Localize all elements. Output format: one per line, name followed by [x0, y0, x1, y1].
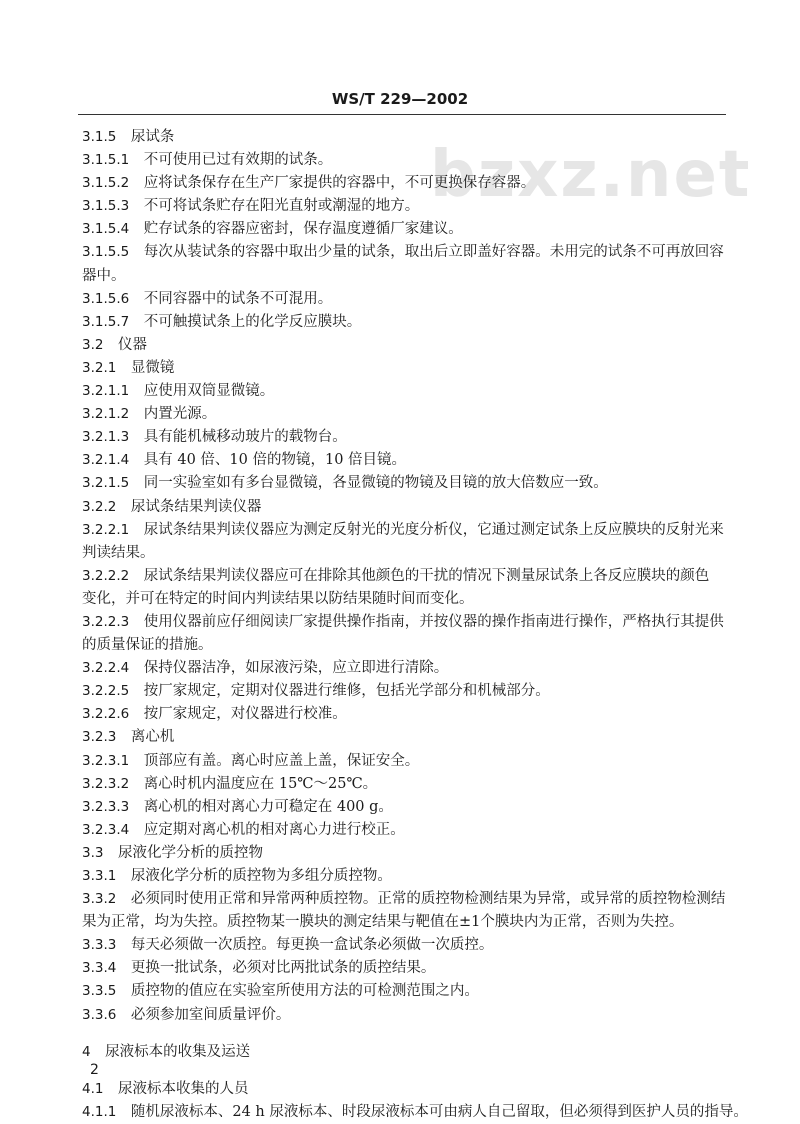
clause-text: 每天必须做一次质控。每更换一盒试条必须做一次质控。 [130, 937, 494, 954]
clause-line [82, 195, 722, 218]
clause-text: 更换一批试条，必须对比两批试条的质控结果。 [130, 960, 436, 977]
clause-number: 3.1.5.4 [82, 221, 130, 238]
clause-line [82, 703, 722, 726]
clause-text: 判读结果。 [82, 544, 155, 561]
clause-line [82, 865, 722, 888]
clause-number: 3.2.1 [82, 359, 117, 376]
clause-text: 器中。 [82, 267, 126, 284]
clause-line [82, 1041, 722, 1064]
clause-line [82, 334, 722, 357]
clause-number: 3.1.5.5 [82, 244, 130, 261]
header-divider [78, 114, 726, 115]
clause-text: 的质量保证的措施。 [82, 637, 213, 654]
clause-line [82, 449, 722, 472]
clause-line [82, 957, 722, 980]
clause-number: 3.2.1.3 [82, 429, 130, 446]
clause-text: 尿试条结果判读仪器应为测定反射光的光度分析仪，它通过测定试条上反应膜块的反射光来 [143, 521, 724, 538]
clause-text: 尿液标本的收集及运送 [105, 1043, 251, 1060]
clause-text: 显微镜 [130, 359, 175, 376]
clause-line [82, 980, 722, 1003]
clause-number: 3.1.5.7 [82, 313, 130, 330]
clause-number: 3.1.5.3 [82, 198, 130, 215]
clause-text: 保持仪器洁净，如尿液污染，应立即进行清除。 [143, 660, 449, 677]
clause-text: 应将试条保存在生产厂家提供的容器中，不可更换保存容器。 [143, 175, 536, 192]
clause-line [82, 519, 722, 542]
clause-text: 贮存试条的容器应密封，保存温度遵循厂家建议。 [143, 221, 463, 238]
clause-text: 不同容器中的试条不可混用。 [143, 290, 333, 307]
clause-number: 3.2.2.1 [82, 521, 130, 538]
clause-text: 每次从装试条的容器中取出少量的试条，取出后立即盖好容器。未用完的试条不可再放回容 [143, 244, 724, 261]
clause-number: 3.3.3 [82, 937, 117, 954]
clause-line [82, 611, 722, 634]
clause-number: 3.1.5 [82, 129, 117, 145]
clause-number: 4.1.1 [82, 1103, 117, 1120]
clause-number: 3.3.6 [82, 1006, 117, 1023]
clause-text: 顶部应有盖。离心时应盖上盖，保证安全。 [143, 752, 420, 769]
page-header-standard-number: WS/T 229—2002 [331, 90, 469, 108]
document-body [82, 126, 748, 1124]
clause-number: 3.2.2.3 [82, 613, 130, 630]
clause-text: 离心机的相对离心力可稳定在 400 g。 [143, 798, 393, 815]
clause-number: 3.2.2.5 [82, 683, 130, 700]
clause-number: 3.1.5.1 [82, 152, 130, 169]
clause-number: 3.3.1 [82, 868, 117, 884]
clause-text: 离心时机内温度应在 15℃～25℃。 [143, 775, 378, 792]
clause-text: 不可将试条贮存在阳光直射或潮湿的地方。 [143, 198, 420, 215]
clause-line [82, 311, 722, 334]
clause-text: 具有能机械移动玻片的载物台。 [143, 429, 347, 446]
clause-line [82, 265, 722, 288]
clause-number: 3.2.1.2 [82, 406, 130, 423]
clause-number: 3.2.3.3 [82, 798, 130, 815]
clause-line [82, 588, 722, 611]
clause-line [82, 218, 722, 241]
clause-number: 4 [82, 1043, 91, 1060]
clause-text: 不可触摸试条上的化学反应膜块。 [143, 313, 362, 330]
clause-line [82, 842, 722, 865]
clause-number: 3.1.5.6 [82, 290, 130, 307]
clause-line [82, 288, 722, 311]
clause-text: 质控物的值应在实验室所使用方法的可检测范围之内。 [130, 983, 479, 1000]
clause-text: 尿液化学分析的质控物为多组分质控物。 [130, 868, 392, 884]
clause-number: 3.2.3.1 [82, 752, 130, 769]
clause-line [82, 888, 726, 911]
clause-text: 仪器 [117, 336, 147, 353]
clause-number: 3.2.3 [82, 729, 117, 746]
clause-text: 不可使用已过有效期的试条。 [143, 152, 333, 169]
clause-text: 随机尿液标本、24 h 尿液标本、时段尿液标本可由病人自己留取，但必须得到医护人员的指导。 [130, 1103, 748, 1120]
clause-text: 应定期对离心机的相对离心力进行校正。 [143, 821, 405, 838]
clause-number: 4.1 [82, 1080, 104, 1097]
clause-text: 尿试条结果判读仪器 [130, 498, 262, 515]
clause-text: 应使用双筒显微镜。 [143, 383, 275, 400]
clause-line [82, 726, 722, 749]
clause-line [82, 149, 722, 172]
clause-text: 尿试条 [130, 129, 175, 145]
page-number: 2 [90, 1062, 99, 1078]
clause-number: 3.3.5 [82, 983, 117, 1000]
clause-line [82, 819, 722, 842]
clause-line [82, 426, 722, 449]
clause-line [82, 750, 722, 773]
clause-number: 3.2.2 [82, 498, 117, 515]
watermark-text: bzxz.net [430, 138, 752, 212]
clause-text: 必须参加室间质量评价。 [130, 1006, 291, 1023]
clause-number: 3.1.5.2 [82, 175, 130, 192]
clause-number: 3.2.1.1 [82, 383, 130, 400]
clause-text: 尿液化学分析的质控物 [117, 844, 263, 861]
clause-line [82, 634, 722, 657]
clause-line [82, 172, 722, 195]
clause-line [82, 657, 722, 680]
section-gap [82, 1027, 722, 1041]
clause-line [82, 241, 722, 264]
clause-text: 尿液标本收集的人员 [117, 1080, 249, 1097]
clause-text: 按厂家规定，定期对仪器进行维修，包括光学部分和机械部分。 [143, 683, 550, 700]
clause-line [82, 1078, 722, 1101]
clause-number: 3.2.2.4 [82, 660, 130, 677]
clause-line [82, 565, 722, 588]
clause-text: 必须同时使用正常和异常两种质控物。正常的质控物检测结果为异常，或异常的质控物检测结 [130, 891, 726, 908]
clause-number: 3.2.1.5 [82, 475, 130, 492]
clause-line [82, 934, 722, 957]
clause-text: 离心机 [130, 729, 175, 746]
clause-line [82, 1004, 722, 1027]
clause-line [82, 380, 722, 403]
clause-line [82, 472, 722, 495]
clause-line [82, 796, 722, 819]
clause-number: 3.3.4 [82, 960, 117, 977]
clause-text: 内置光源。 [143, 406, 217, 423]
clause-line [82, 773, 722, 796]
clause-line [82, 911, 722, 934]
clause-line [82, 496, 722, 519]
clause-line [82, 357, 722, 380]
clause-text: 果为正常，均为失控。质控物某一膜块的测定结果与靶值在±1个膜块内为正常，否则为失控。 [82, 914, 684, 931]
clause-text: 尿试条结果判读仪器应可在排除其他颜色的干扰的情况下测量尿试条上各反应膜块的颜色 [143, 567, 710, 584]
clause-number: 3.2 [82, 336, 104, 353]
clause-text: 具有 40 倍、10 倍的物镜，10 倍目镜。 [143, 452, 407, 469]
clause-number: 3.3.2 [82, 891, 117, 908]
clause-number: 3.2.1.4 [82, 452, 130, 469]
clause-line [82, 542, 722, 565]
clause-number: 3.2.2.2 [82, 567, 130, 584]
clause-line [82, 1101, 748, 1124]
clause-number: 3.3 [82, 844, 104, 861]
clause-line [82, 126, 722, 149]
clause-text: 使用仪器前应仔细阅读厂家提供操作指南，并按仪器的操作指南进行操作，严格执行其提供 [143, 613, 724, 630]
section-gap [82, 1064, 722, 1078]
clause-text: 按厂家规定，对仪器进行校准。 [143, 706, 347, 723]
clause-number: 3.2.3.4 [82, 821, 130, 838]
clause-number: 3.2.3.2 [82, 775, 130, 792]
clause-text: 变化，并可在特定的时间内判读结果以防结果随时间而变化。 [82, 590, 474, 607]
clause-number: 3.2.2.6 [82, 706, 130, 723]
clause-text: 同一实验室如有多台显微镜，各显微镜的物镜及目镜的放大倍数应一致。 [143, 475, 608, 492]
clause-line [82, 680, 722, 703]
clause-line [82, 403, 722, 426]
